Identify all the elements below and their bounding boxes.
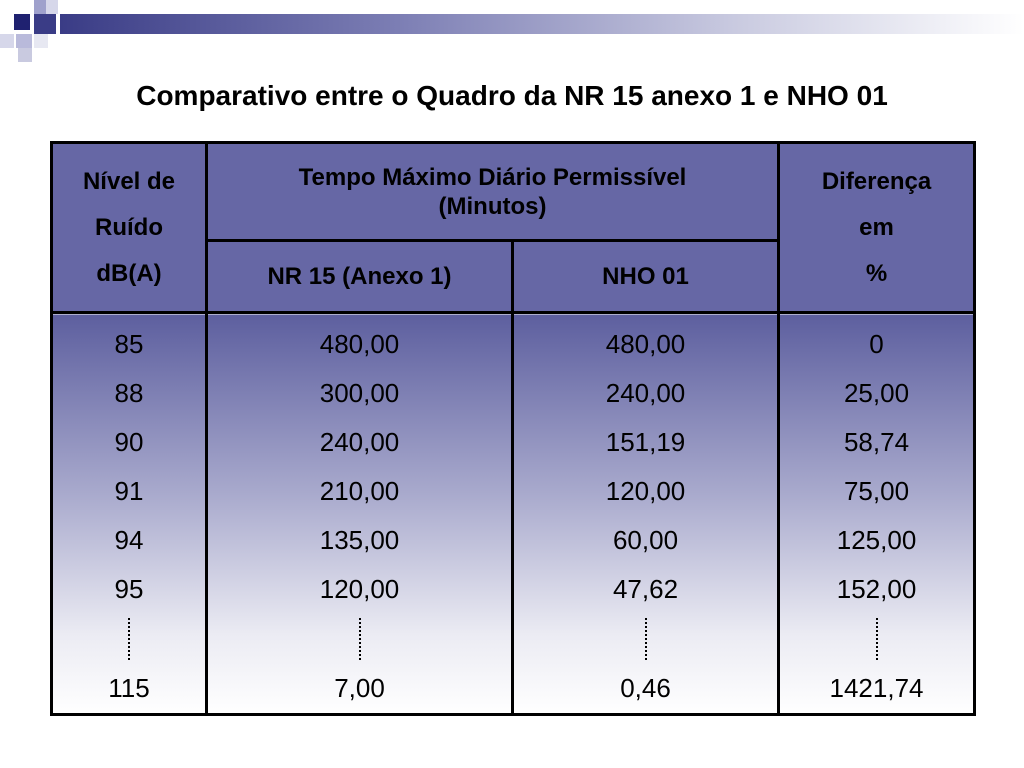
nr15-value-last: 7,00 bbox=[334, 673, 385, 703]
diff-value: 0 bbox=[869, 329, 884, 359]
level-value: 94 bbox=[114, 525, 144, 555]
nr15-value: 210,00 bbox=[319, 476, 400, 506]
header-nr15: NR 15 (Anexo 1) bbox=[207, 241, 513, 313]
nr15-value: 300,00 bbox=[319, 378, 400, 408]
nr15-value: 120,00 bbox=[319, 574, 400, 604]
comparison-table-container bbox=[50, 141, 973, 709]
nr15-value: 135,00 bbox=[319, 525, 400, 555]
header-difference-line-1: Diferença bbox=[821, 167, 932, 195]
nho-value-last: 0,46 bbox=[620, 673, 671, 703]
header-difference bbox=[779, 143, 975, 313]
header-max-time-line-2: (Minutos) bbox=[438, 192, 547, 220]
nho-value: 151,19 bbox=[605, 427, 686, 457]
nho-value: 47,62 bbox=[612, 574, 679, 604]
vertical-ellipsis-icon bbox=[208, 614, 511, 664]
header-noise-level-line-3: dB(A) bbox=[96, 259, 162, 287]
level-value: 88 bbox=[114, 378, 144, 408]
level-value-last: 115 bbox=[108, 673, 150, 703]
nho-value: 120,00 bbox=[605, 476, 686, 506]
diff-value: 75,00 bbox=[843, 476, 910, 506]
diff-value: 25,00 bbox=[843, 378, 910, 408]
slide-title: Comparativo entre o Quadro da NR 15 anexo 1 e NHO 01 bbox=[136, 80, 888, 111]
nr15-value: 240,00 bbox=[319, 427, 400, 457]
header-max-time-line-1: Tempo Máximo Diário Permissível bbox=[298, 163, 687, 191]
header-difference-line-3: % bbox=[865, 259, 888, 287]
header-noise-level-line-1: Nível de bbox=[82, 167, 176, 195]
level-value: 91 bbox=[114, 476, 144, 506]
column-noise-level bbox=[52, 313, 207, 715]
diff-value: 58,74 bbox=[843, 427, 910, 457]
nr15-value: 480,00 bbox=[319, 329, 400, 359]
vertical-ellipsis-icon bbox=[780, 614, 973, 664]
diff-value: 152,00 bbox=[836, 574, 917, 604]
comparison-table bbox=[50, 141, 976, 716]
nho-value: 480,00 bbox=[605, 329, 686, 359]
level-value: 85 bbox=[114, 329, 144, 359]
level-value: 90 bbox=[114, 427, 144, 457]
column-nr15 bbox=[207, 313, 513, 715]
header-noise-level-line-2: Ruído bbox=[95, 213, 163, 241]
column-nho01 bbox=[513, 313, 779, 715]
diff-value: 125,00 bbox=[836, 525, 917, 555]
nho-value: 60,00 bbox=[612, 525, 679, 555]
vertical-ellipsis-icon bbox=[53, 614, 205, 664]
diff-value-last: 1421,74 bbox=[829, 673, 924, 703]
level-value: 95 bbox=[114, 574, 144, 604]
header-gradient-band bbox=[60, 14, 1024, 34]
header-max-time bbox=[207, 143, 779, 241]
header-noise-level bbox=[52, 143, 207, 313]
header-nho01: NHO 01 bbox=[513, 241, 779, 313]
header-difference-line-2: em bbox=[859, 213, 894, 241]
nho-value: 240,00 bbox=[605, 378, 686, 408]
column-difference bbox=[779, 313, 975, 715]
vertical-ellipsis-icon bbox=[514, 614, 777, 664]
